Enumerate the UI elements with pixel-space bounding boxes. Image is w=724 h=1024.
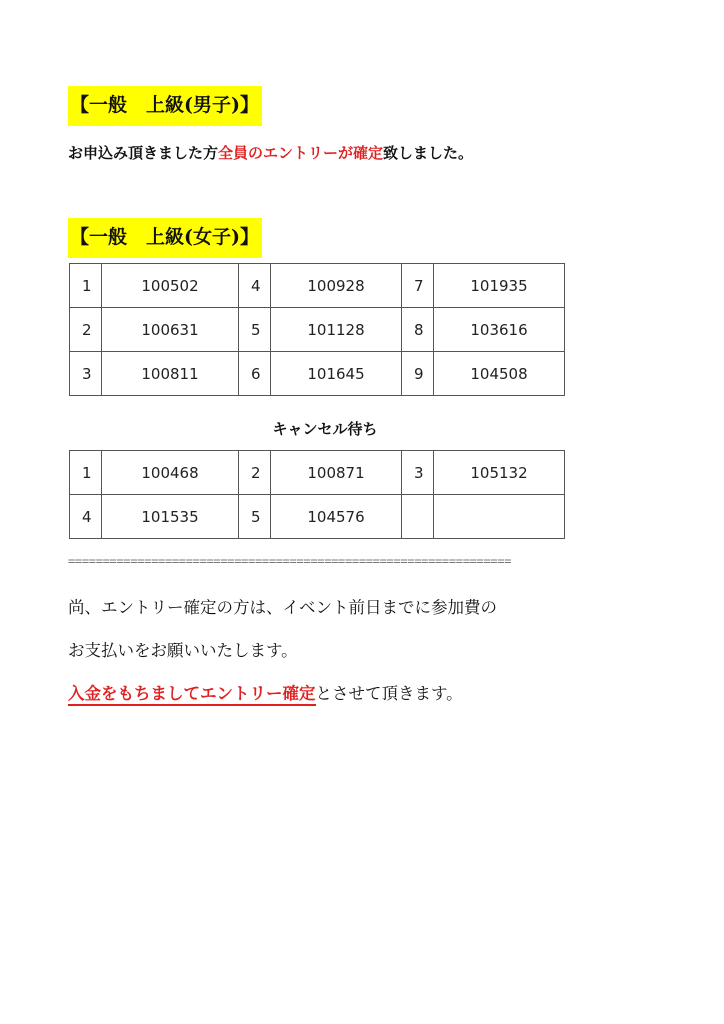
entry-number: 1 (70, 264, 102, 308)
payment-confirm-suffix: とさせて頂きます。 (315, 684, 463, 703)
entry-id: 100502 (102, 264, 239, 308)
women-entry-table (69, 263, 565, 396)
waitlist-number: 4 (70, 495, 102, 539)
waitlist-id: 101535 (102, 495, 239, 539)
payment-notice-line-2: お支払いをお願いいたします。 (68, 641, 298, 660)
entry-id: 103616 (434, 308, 565, 352)
entry-number: 3 (70, 352, 102, 396)
table-row (70, 495, 565, 539)
waitlist-id (434, 495, 565, 539)
notice-highlight: 全員のエントリーが確定 (218, 144, 384, 162)
table-row (70, 451, 565, 495)
entry-id: 104508 (434, 352, 565, 396)
separator-line: ================================================================ (68, 554, 512, 568)
payment-notice-line-1: 尚、エントリー確定の方は、イベント前日までに参加費の (68, 598, 497, 617)
entry-number: 9 (402, 352, 434, 396)
waitlist-id: 100871 (271, 451, 402, 495)
waitlist-number (402, 495, 434, 539)
table-row (70, 264, 565, 308)
entry-number: 8 (402, 308, 434, 352)
men-entry-notice (68, 142, 473, 164)
table-row (70, 352, 565, 396)
waitlist-id: 100468 (102, 451, 239, 495)
entry-id: 100928 (271, 264, 402, 308)
entry-id: 100811 (102, 352, 239, 396)
entry-number: 7 (402, 264, 434, 308)
entry-number: 5 (239, 308, 271, 352)
waitlist-number: 3 (402, 451, 434, 495)
waitlist-id: 104576 (271, 495, 402, 539)
entry-id: 101128 (271, 308, 402, 352)
entry-number: 4 (239, 264, 271, 308)
entry-id: 100631 (102, 308, 239, 352)
waitlist-title: キャンセル待ち (272, 420, 378, 438)
table-row (70, 308, 565, 352)
entry-number: 6 (239, 352, 271, 396)
waitlist-number: 5 (239, 495, 271, 539)
entry-id: 101645 (271, 352, 402, 396)
entry-number: 2 (70, 308, 102, 352)
notice-suffix: 致しました。 (383, 144, 474, 162)
notice-prefix: お申込み頂きました方 (68, 144, 219, 162)
men-advanced-heading: 【一般 上級(男子)】 (68, 86, 262, 126)
payment-notice-line-3 (68, 682, 463, 706)
waitlist-id: 105132 (434, 451, 565, 495)
waitlist-number: 1 (70, 451, 102, 495)
women-advanced-heading: 【一般 上級(女子)】 (68, 218, 262, 258)
waitlist-table (69, 450, 565, 539)
entry-id: 101935 (434, 264, 565, 308)
payment-confirm-highlight: 入金をもちましてエントリー確定 (68, 684, 316, 706)
waitlist-number: 2 (239, 451, 271, 495)
